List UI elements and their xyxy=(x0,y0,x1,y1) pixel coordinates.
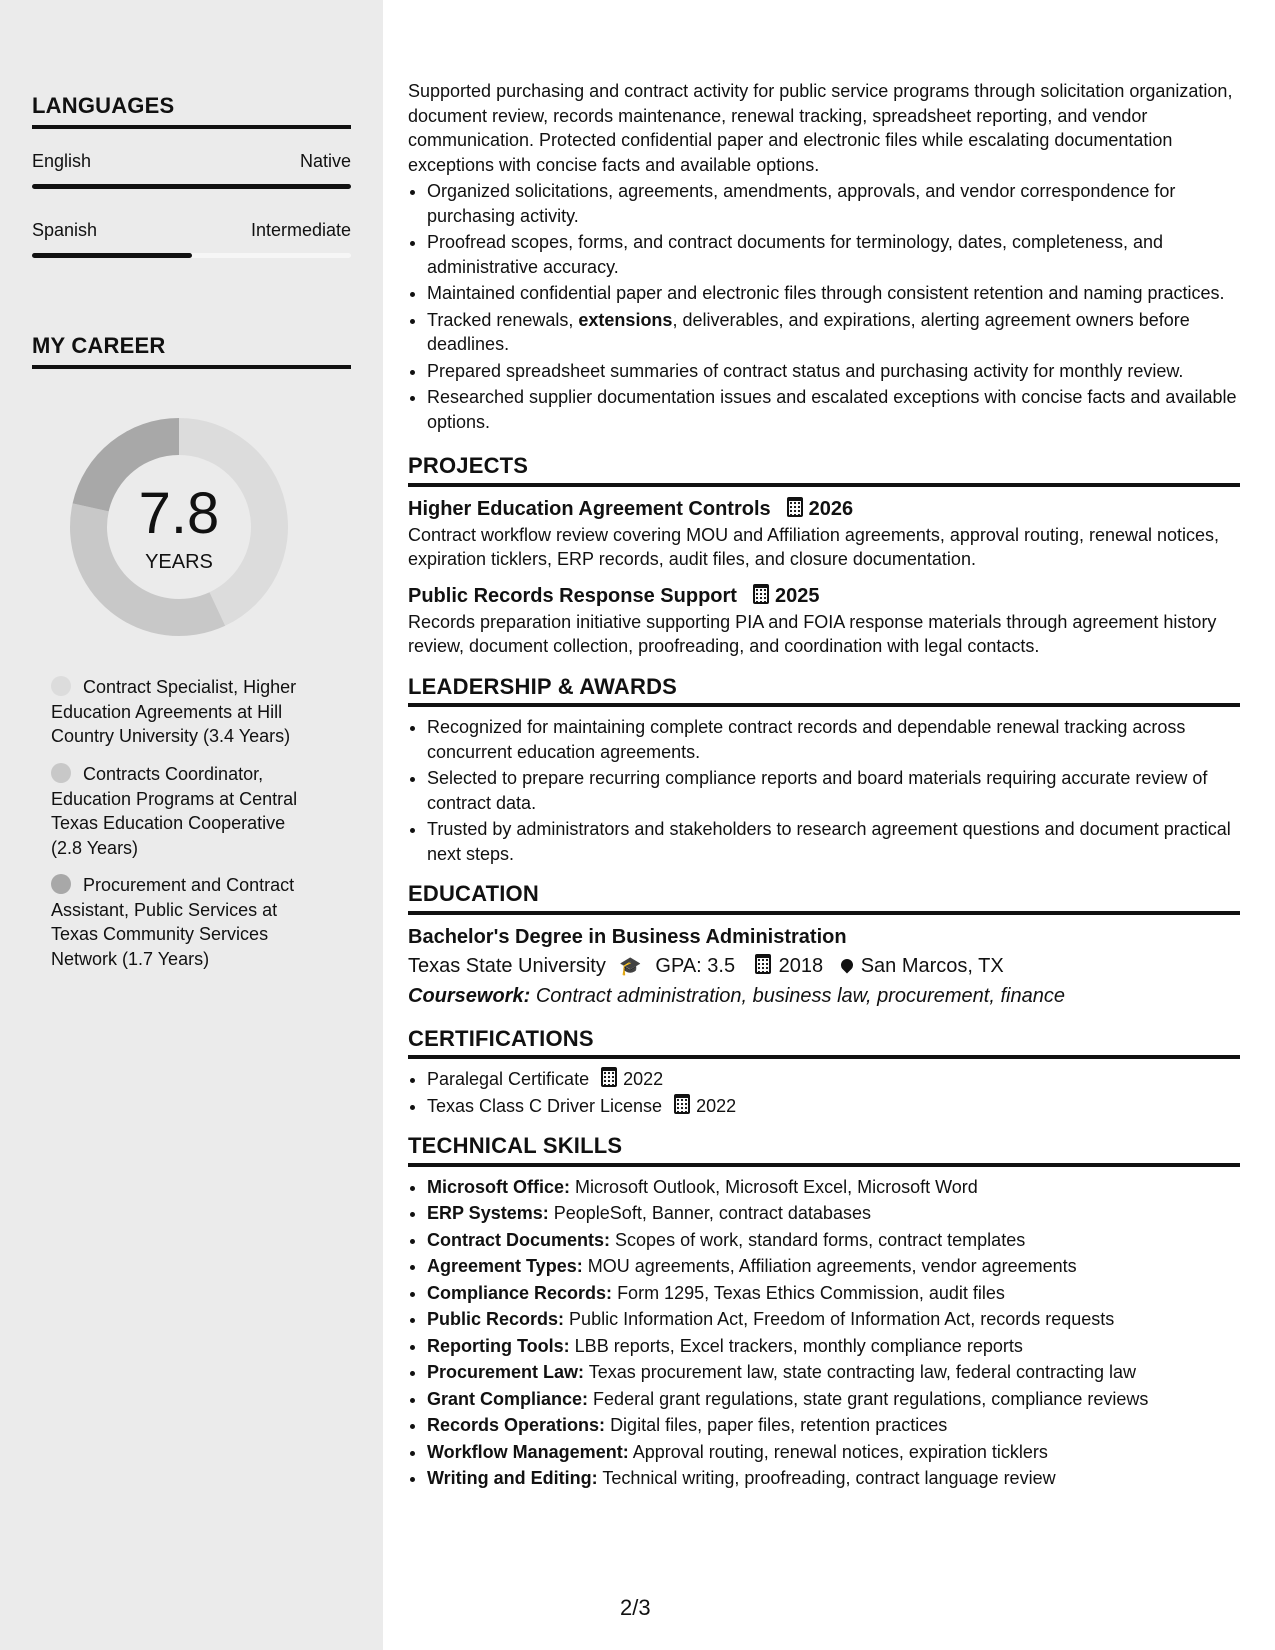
list-item: • Organized solicitations, agreements, amendments, approvals, and vendor correspondence for purchasing activity. xyxy=(427,179,1240,228)
career-heading: MY CAREER xyxy=(32,333,351,369)
list-item xyxy=(427,308,1240,357)
skill-values: Texas procurement law, state contracting law, federal contracting law xyxy=(588,1362,1137,1382)
certifications-list xyxy=(408,1067,1240,1118)
projects-heading: PROJECTS xyxy=(408,454,1240,487)
list-item xyxy=(427,1413,1240,1438)
education-details xyxy=(408,951,1240,981)
calendar-icon xyxy=(601,1067,617,1087)
skill-values: Approval routing, renewal notices, expiration ticklers xyxy=(632,1441,1048,1462)
coursework-text: Contract administration, business law, procurement, finance xyxy=(535,984,1065,1007)
language-proficiency-fill xyxy=(32,184,351,189)
career-item xyxy=(51,873,313,971)
language-level: Native xyxy=(299,151,351,171)
list-item: • Maintained confidential paper and electronic files through consistent retention and naming practices. xyxy=(427,281,1240,306)
skill-category: Procurement Law: xyxy=(427,1362,585,1382)
degree-title: Bachelor's Degree in Business Administration xyxy=(408,925,847,948)
list-item xyxy=(427,1175,1240,1200)
list-item-emphasis: extensions xyxy=(578,309,673,330)
skills-list xyxy=(408,1175,1240,1491)
list-item-text: , deliverables, and expirations, alerting agreement owners before deadlines. xyxy=(427,309,1190,354)
project-name: Higher Education Agreement Controls xyxy=(408,497,771,520)
list-item xyxy=(427,1094,1240,1119)
list-item xyxy=(427,1466,1240,1491)
school-name: Texas State University xyxy=(408,954,606,977)
skill-category: Records Operations: xyxy=(427,1415,606,1435)
skill-category: Compliance Records: xyxy=(427,1282,613,1303)
career-item-label: Procurement and Contract Assistant, Public Services at Texas Community Services Network (1.7 Years) xyxy=(51,875,295,969)
skill-values: Public Information Act, Freedom of Information Act, records requests xyxy=(569,1309,1115,1329)
list-item xyxy=(427,1201,1240,1226)
career-item xyxy=(51,675,313,749)
career-item-label: Contracts Coordinator, Education Programs at Central Texas Education Cooperative (2.8 Years) xyxy=(51,764,298,858)
certification-year: 2022 xyxy=(696,1095,737,1116)
gpa: GPA: 3.5 xyxy=(655,954,736,977)
skill-category: Public Records: xyxy=(427,1309,565,1329)
language-row xyxy=(32,220,351,241)
skill-category: Reporting Tools: xyxy=(427,1335,570,1356)
list-item xyxy=(427,1360,1240,1385)
leadership-list xyxy=(408,715,1240,866)
list-item xyxy=(427,1067,1240,1092)
list-item: • Researched supplier documentation issues and escalated exceptions with concise facts and available options. xyxy=(427,385,1240,434)
project-year: 2026 xyxy=(808,497,854,520)
list-item xyxy=(427,1440,1240,1465)
skill-category: Contract Documents: xyxy=(427,1229,611,1250)
language-proficiency-bar xyxy=(32,184,351,189)
career-legend-dot xyxy=(51,676,71,696)
coursework-label: Coursework: xyxy=(408,984,531,1007)
language-row xyxy=(32,151,351,172)
list-item xyxy=(427,1387,1240,1412)
coursework xyxy=(408,981,1240,1011)
skill-values: MOU agreements, Affiliation agreements, vendor agreements xyxy=(587,1256,1077,1276)
page-number: 2/3 xyxy=(620,1595,651,1620)
skill-category: Agreement Types: xyxy=(427,1256,583,1276)
career-total-years: 7.8 xyxy=(138,481,220,546)
main-content xyxy=(408,79,1240,1493)
language-level: Intermediate xyxy=(250,220,351,240)
skill-values: Form 1295, Texas Ethics Commission, audit files xyxy=(617,1282,1005,1303)
list-item: • Recognized for maintaining complete contract records and dependable renewal tracking across concurrent education agreements. xyxy=(427,715,1240,764)
career-item-label: Contract Specialist, Higher Education Agreements at Hill Country University (3.4 Years) xyxy=(51,677,297,746)
skill-category: Writing and Editing: xyxy=(427,1468,598,1488)
skill-values: Federal grant regulations, state grant regulations, compliance reviews xyxy=(593,1388,1149,1409)
skill-category: ERP Systems: xyxy=(427,1203,549,1223)
project-description: Contract workflow review covering MOU and Affiliation agreements, approval routing, renewal notices, expiration ticklers, ERP records, audit files, and closure documentation. xyxy=(408,524,1220,569)
list-item xyxy=(427,1307,1240,1332)
graduation-year: 2018 xyxy=(778,954,824,977)
calendar-icon xyxy=(787,497,803,517)
language-proficiency-bar xyxy=(32,253,351,258)
skill-values: Scopes of work, standard forms, contract templates xyxy=(615,1229,1026,1250)
certification-name: Texas Class C Driver License xyxy=(427,1095,663,1116)
project-year: 2025 xyxy=(774,584,820,607)
skill-values: Digital files, paper files, retention practices xyxy=(610,1415,948,1435)
sidebar xyxy=(0,0,383,1650)
language-name: English xyxy=(32,151,92,171)
list-item: • Prepared spreadsheet summaries of contract status and purchasing activity for monthly review. xyxy=(427,359,1240,384)
project-title xyxy=(408,582,1240,610)
certifications-heading: CERTIFICATIONS xyxy=(408,1027,1240,1060)
career-item xyxy=(51,762,313,860)
school-location: San Marcos, TX xyxy=(860,954,1004,977)
career-legend-dot xyxy=(51,874,71,894)
skill-values: PeopleSoft, Banner, contract databases xyxy=(553,1203,871,1223)
location-pin-icon xyxy=(838,956,855,973)
technical-skills-heading: TECHNICAL SKILLS xyxy=(408,1134,1240,1167)
career-total-unit: YEARS xyxy=(145,551,213,573)
leadership-heading: LEADERSHIP & AWARDS xyxy=(408,675,1240,708)
project-name: Public Records Response Support xyxy=(408,584,737,607)
career-donut-chart xyxy=(67,415,291,639)
experience-summary: Supported purchasing and contract activity for public service programs through solicitation organization, document review, records maintenance, renewal tracking, spreadsheet reporting, and vendor communication. Protected confidential paper and electronic files while escalating documentation exceptions with concise facts and available options. xyxy=(408,81,1233,175)
calendar-icon xyxy=(755,954,771,974)
language-name: Spanish xyxy=(32,220,98,240)
graduation-cap-icon: 🎓 xyxy=(619,955,642,976)
experience-bullets xyxy=(408,179,1240,434)
skill-values: Microsoft Outlook, Microsoft Excel, Microsoft Word xyxy=(575,1176,978,1197)
list-item xyxy=(427,1334,1240,1359)
list-item: • Trusted by administrators and stakeholders to research agreement questions and document practical next steps. xyxy=(427,817,1240,866)
certification-year: 2022 xyxy=(623,1069,664,1089)
skill-category: Workflow Management: xyxy=(427,1441,629,1462)
education-heading: EDUCATION xyxy=(408,882,1240,915)
skill-values: LBB reports, Excel trackers, monthly compliance reports xyxy=(574,1335,1023,1356)
skill-category: Grant Compliance: xyxy=(427,1388,589,1409)
calendar-icon xyxy=(753,584,769,604)
project-title xyxy=(408,495,1240,523)
skill-category: Microsoft Office: xyxy=(427,1176,571,1197)
certification-name: Paralegal Certificate xyxy=(427,1069,590,1089)
list-item: • Proofread scopes, forms, and contract documents for terminology, dates, completeness, and administrative accuracy. xyxy=(427,230,1240,279)
list-item-text: Tracked renewals, xyxy=(427,309,579,330)
list-item: • Selected to prepare recurring compliance reports and board materials requiring accurate review of contract data. xyxy=(427,766,1240,815)
calendar-icon xyxy=(674,1094,690,1114)
skill-values: Technical writing, proofreading, contract language review xyxy=(602,1468,1056,1488)
list-item xyxy=(427,1228,1240,1253)
languages-heading: LANGUAGES xyxy=(32,93,351,129)
list-item xyxy=(427,1254,1240,1279)
project-description: Records preparation initiative supporting PIA and FOIA response materials through agreement history review, document collection, proofreading, and coordination with legal contacts. xyxy=(408,611,1217,656)
list-item xyxy=(427,1281,1240,1306)
career-legend-dot xyxy=(51,763,71,783)
language-proficiency-fill xyxy=(32,253,192,258)
